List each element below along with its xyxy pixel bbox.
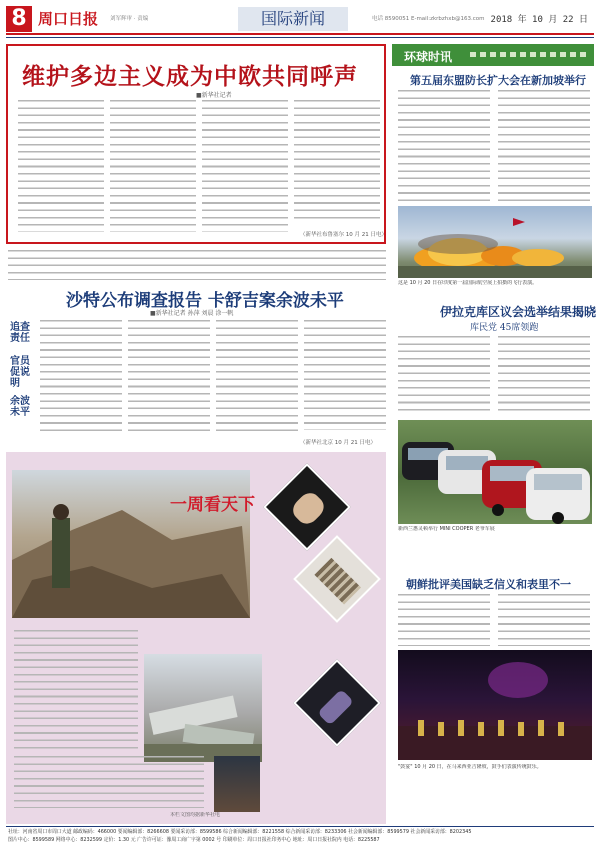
lead-byline: ■新华社记者: [196, 92, 232, 99]
lead-column-4: [294, 100, 380, 224]
story-iraq-subhead: 库民党 45席领跑: [470, 323, 539, 333]
story-asean-headline: 第五届东盟防长扩大会在新加坡举行: [410, 74, 586, 87]
weekly-title: 一周看天下: [170, 495, 255, 515]
footer-rule: [6, 826, 594, 827]
middle-column-4: [304, 320, 386, 430]
drum-show-caption: "鼓宴" 10 月 20 日，在马来西亚吉隆坡，鼓手们表演传统鼓乐。: [398, 764, 542, 770]
news-brief-title: 环球时讯: [404, 50, 453, 64]
weekly-captions-1: [14, 630, 138, 750]
story-dprk-text-2: [498, 594, 590, 646]
lead-headline: 维护多边主义成为中欧共同呼声: [22, 63, 358, 90]
mini-cooper-photo: [398, 420, 592, 524]
label-aftermath: 余波未平: [10, 396, 30, 418]
masthead: [0, 0, 600, 40]
lead-column-3: [202, 100, 288, 232]
story-asean-text-2: [498, 90, 590, 202]
cat-shape: [289, 489, 329, 529]
middle-source: （新华社北京 10 月 21 日电）: [300, 440, 376, 446]
weekly-captions-2: [14, 756, 204, 808]
middle-abstract: [8, 250, 386, 280]
small-photo: [214, 756, 260, 812]
middle-headline: 沙特公布调查报告 卡舒吉案余波未平: [66, 291, 344, 311]
middle-column-2: [128, 320, 210, 436]
story-dprk-text-1: [398, 594, 490, 646]
editor-credit: 刘军辉审 · 责编: [110, 16, 149, 22]
middle-column-3: [216, 320, 298, 436]
story-dprk-headline: 朝鲜批评美国缺乏信义和表里不一: [406, 578, 571, 591]
contact-info: 电话 8590051 E-mail:zkrbzhxb@163.com: [372, 16, 485, 22]
header-rule-thin: [6, 37, 594, 38]
cars-graphic: [398, 420, 592, 524]
airshow-explosion-graphic: [398, 206, 592, 278]
middle-column-1: [40, 320, 122, 436]
airshow-caption: 这是 10 月 20 日在印度第一届国际航空展上拍摄的飞行表演。: [398, 280, 538, 286]
drum-show-photo: [398, 650, 592, 760]
airshow-photo: [398, 206, 592, 278]
middle-byline: ■新华社记者 孙萍 刘晨 涂一帆: [150, 310, 234, 317]
shells-shape: [314, 558, 361, 605]
train-crash-photo: [144, 654, 262, 762]
story-asean-text-1: [398, 90, 490, 202]
lead-source: （新华社布鲁塞尔 10 月 21 日电）: [300, 232, 387, 238]
band-decoration: [470, 52, 590, 57]
train-graphic: [144, 654, 262, 762]
story-iraq-text-2: [498, 336, 590, 416]
label-accountability: 追查责任: [10, 322, 30, 344]
footer-line-2: 图片中心：8599589 网络中心：8232599 定价：1.30 元 广告许可证：豫周工商广字第 0002 号 印刷单位：周口日报社印务中心 地址：周口日报社院内 电话：8225587: [8, 837, 380, 843]
mini-cooper-caption: 新西兰惠灵顿举行 MINI COOPER 老爷车展: [398, 526, 495, 532]
lead-column-1: [18, 100, 104, 232]
page-number: 8: [6, 6, 32, 32]
header-rule: [6, 33, 594, 35]
label-officials: 官员促说明: [10, 356, 30, 389]
story-iraq-text-1: [398, 336, 490, 416]
footer-line-1: 社址：河南省周口市周口大道 邮政编码：466000 要闻编辑部：8266608 要闻采访部：8599586 综合新闻编辑部：8221558 综合新闻采访部：8233306 社会新闻编辑部：8599579 社会新闻采访部：8202345: [8, 829, 472, 835]
lead-column-2: [110, 100, 196, 232]
story-iraq-headline: 伊拉克库区议会选举结果揭晓: [440, 305, 597, 319]
weekly-credit: 本栏文图均据新华社电: [170, 812, 221, 818]
stage-graphic: [398, 650, 592, 760]
fashion-shape: [317, 689, 354, 726]
issue-date: 2018 年 10 月 22 日: [490, 15, 588, 25]
section-title: 国际新闻: [238, 7, 348, 31]
paper-name: 周口日报: [38, 10, 99, 28]
